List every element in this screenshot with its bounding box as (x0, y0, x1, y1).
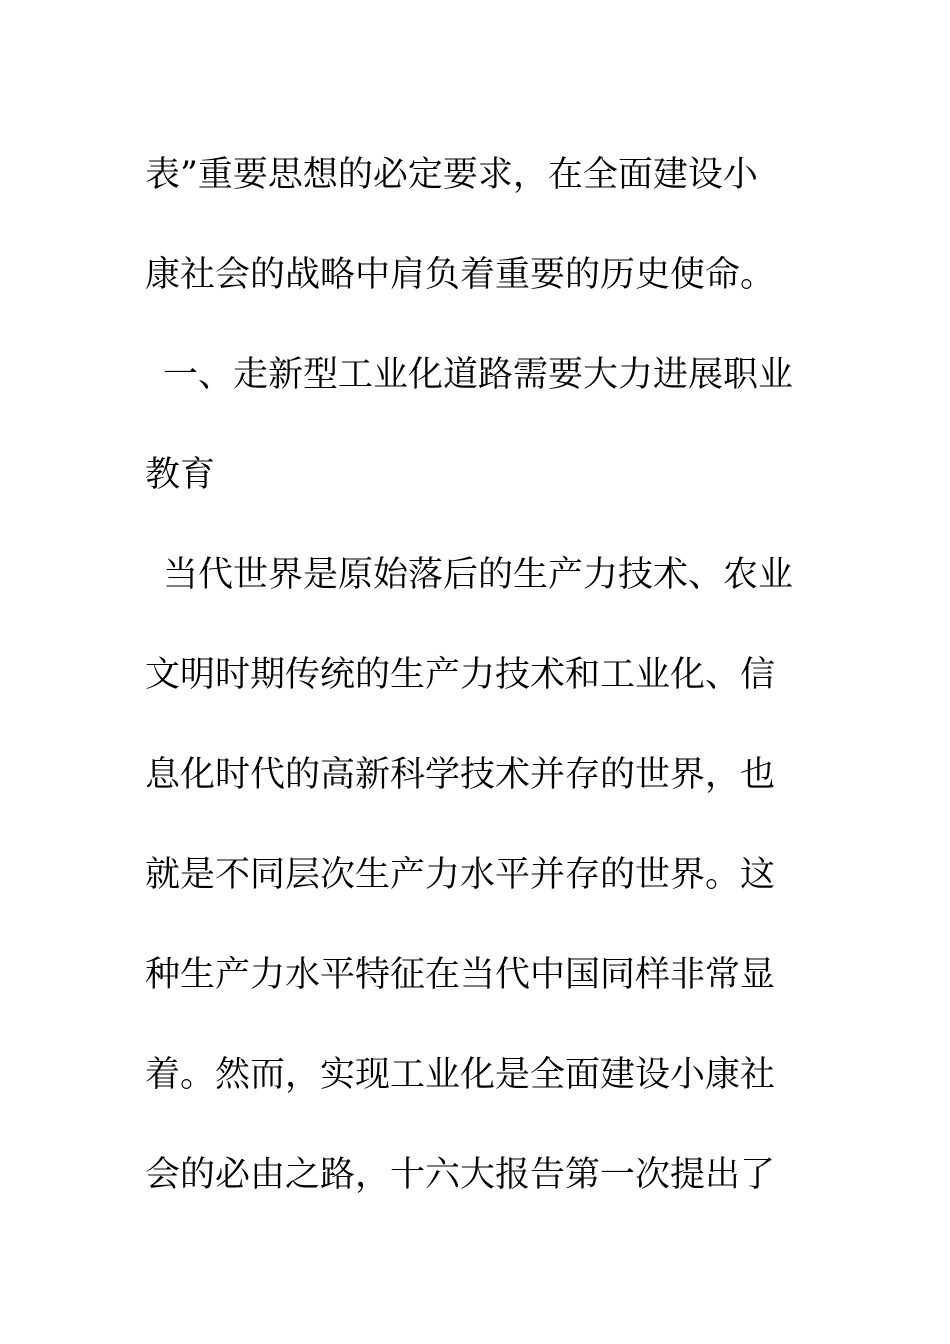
paragraph-line: 种生产力水平特征在当代中国同样非常显 (145, 955, 776, 995)
document-body (145, 125, 805, 1225)
paragraph-line: 康社会的战略中肩负着重要的历史使命。 (145, 255, 776, 295)
section-heading-line: 一、走新型工业化道路需要大力进展职业 (163, 355, 794, 395)
paragraph-line: 着。然而，实现工业化是全面建设小康社 (145, 1055, 776, 1095)
paragraph-line: 表”重要思想的必定要求，在全面建设小 (145, 155, 758, 195)
paragraph-line: 就是不同层次生产力水平并存的世界。这 (145, 855, 776, 895)
paragraph-line: 息化时代的高新科学技术并存的世界，也 (145, 755, 776, 795)
paragraph-line: 文明时期传统的生产力技术和工业化、信 (145, 655, 776, 695)
paragraph-line: 当代世界是原始落后的生产力技术、农业 (163, 555, 794, 595)
section-heading-line: 教育 (145, 455, 216, 495)
paragraph-line: 会的必由之路，十六大报告第一次提出了 (145, 1155, 776, 1195)
